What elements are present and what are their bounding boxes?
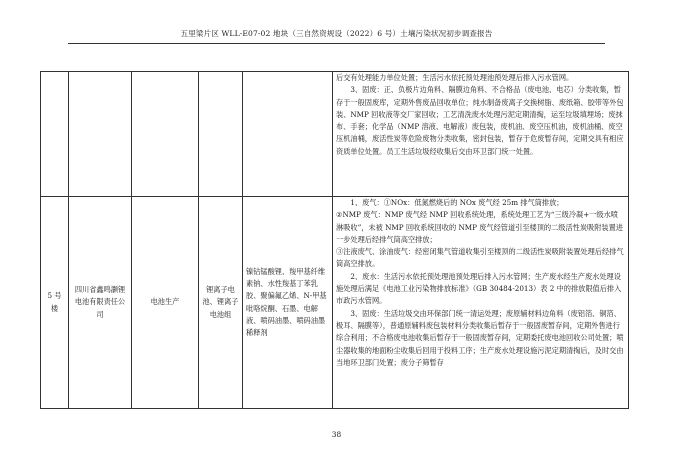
page-number: 38: [331, 430, 342, 439]
pollution-measures-cell: [333, 197, 629, 409]
building-cell: [41, 72, 69, 197]
pollution-measures-cell: [333, 72, 629, 197]
header-rule: [68, 43, 605, 44]
measure-paragraph: ②NMP 废气：NMP 废气经 NMP 回收系统处理，系统处理工艺为“三级冷凝+一级水喷淋吸收”，未被 NMP 回收系统回收的 NMP 废气经管道引至楼顶的二级活性炭吸附装置进一步处理后经排气筒高空排放；: [336, 210, 623, 244]
measure-paragraph: 1、废气：①NOx：低氮燃烧后的 NOx 废气经 25m 排气筒排放；: [350, 198, 564, 207]
company-cell: [69, 72, 132, 197]
measure-paragraph: ③注液废气、涂油废气：经密闭集气管道收集引至楼顶的二级活性炭吸附装置处理后经排气筒高空排放。: [336, 247, 624, 269]
measure-paragraph: 2、废水：生活污水依托预处理池预处理后排入污水管网；生产废水经生产废水处理设施处理后满足《电池工业污染物排放标准》（GB 30484-2013）表 2 中的排放限值后排入市政污水管网。: [336, 271, 622, 306]
measure-paragraph: 3、固废：正、负极片边角料、隔膜边角料、不合格品（废电池、电芯）分类收集，暂存于一般固废库，定期外售废品回收单位；纯水制备废离子交换树脂、废纸箱、胶带等外包装、NMP 回收液等交厂家回收；工艺清洗废水处理污泥定期清掏，运至垃圾填埋场；废抹布、手套；化学品（NMP 溶液、电解液）废包装，废机油、废空压机油，废机油桶、废空压机油桶，废活性炭等危险废物分类收集，密封包装，暂存于危废暂存间，定期交具有相应资质单位处置。员工生活垃圾经收集后交由环卫部门统一处置。: [336, 85, 624, 156]
industry-cell: [132, 72, 199, 197]
company-cell: 四川省鑫鸣灏锂电池有限责任公司: [69, 197, 132, 409]
product-cell: 锂离子电池、锂离子电池组: [199, 197, 243, 409]
materials-cell: [243, 72, 333, 197]
materials-cell: 镍钴锰酸锂、羧甲基纤维素钠、水性羧基丁苯乳胶、聚偏氟乙烯、N-甲基吡咯烷酮、石墨、电解液、喷码油墨、喷码油墨稀释剂: [243, 197, 333, 409]
measure-paragraph: 3、固废：生活垃圾交由环保部门统一清运处理；废原辅材料边角料（废铝箔、铜箔、极耳、隔膜等），普通原辅料废包装材料分类收集后暂存于一般固废暂存间，定期外售进行综合利用；不合格废电池收集后暂存于一般固废暂存间，定期委托废电池回收公司处置；喷尘器收集的地面粉尘收集后回用于投料工序；生产废水处理设施污泥定期清掏后，及时交由当地环卫部门处置；废分子筛暂存: [336, 308, 624, 367]
building-cell: 5 号楼: [41, 197, 69, 409]
table-row: [41, 197, 629, 409]
measure-paragraph: 后交有处理能力单位处置；生活污水依托预处理池预处理后排入污水管网。: [336, 73, 574, 82]
table-row: [41, 72, 629, 197]
industry-cell: 电池生产: [132, 197, 199, 409]
pollution-sources-table: [40, 71, 629, 409]
product-cell: [199, 72, 243, 197]
page-header: 五里梁片区 WLL-E07-02 地块（三自然资规设（2022）6 号）土壤污染状况初步调查报告: [180, 29, 493, 38]
